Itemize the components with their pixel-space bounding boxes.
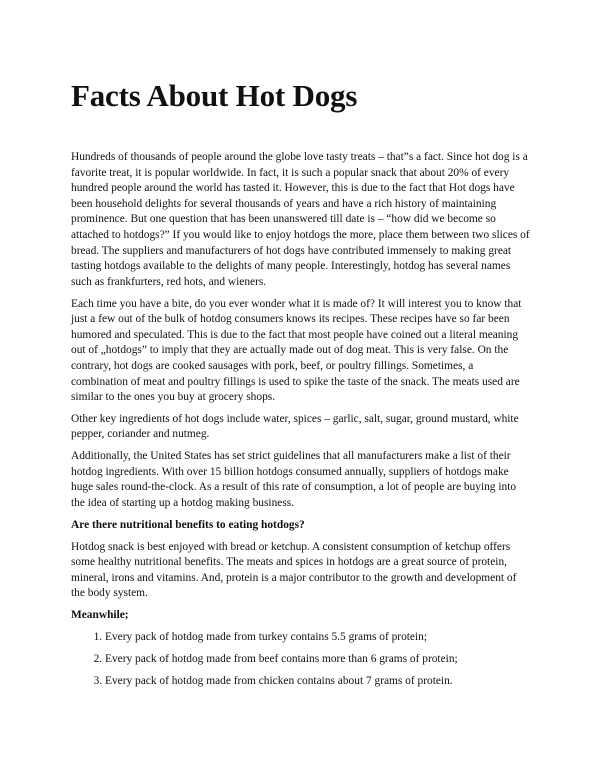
paragraph-ingredients-question: Each time you have a bite, do you ever wonder what it is made of? It will interest you to know that just a few out of the bulk of hotdog consumers knows its recipes. These recipes have so far been humored and speculated. This is due to the fact that most people have coined out a literal meaning out of „hotdogs” to imply that they are actually made out of dog meat. This is very false. On the contrary, hot dogs are cooked sausages with pork, beef, or poultry fillings. Sometimes, a combination of meat and poultry fillings is used to spike the taste of the snack. The meats used are similar to the ones you buy at grocery shops. <box>71 297 522 404</box>
document-title: Facts About Hot Dogs <box>71 78 358 113</box>
list-heading: Meanwhile; <box>71 609 129 622</box>
paragraph-intro: Hundreds of thousands of people around the globe love tasty treats – that”s a fact. Since hot dog is a favorite treat, it is popular worldwide. In fact, it is such a popular snack that about 20% of every hundred people around the world has tasted it. However, this is due to the fact that Hot dogs have been household delights for several thousands of years and have a rich history of maintaining prominence. But one question that has been unanswered till date is – “how did we become so attached to hotdogs?” If you would like to enjoy hotdogs the more, place them between two slices of bread. The suppliers and manufacturers of hot dogs have contributed immensely to making great tasting hotdogs available to the delights of many people. Interestingly, hotdog has several names such as frankfurters, red hots, and wieners. <box>71 151 530 288</box>
paragraph-key-ingredients: Other key ingredients of hot dogs include water, spices – garlic, salt, sugar, ground mustard, white pepper, coriander and nutmeg. <box>71 412 519 441</box>
section-heading-nutrition: Are there nutritional benefits to eating hotdogs? <box>71 518 305 531</box>
document-body <box>71 150 531 689</box>
list-item: 2. Every pack of hotdog made from beef contains more than 6 grams of protein; <box>105 652 531 668</box>
list-item: 3. Every pack of hotdog made from chicken contains about 7 grams of protein. <box>105 674 531 690</box>
list-item: 1. Every pack of hotdog made from turkey contains 5.5 grams of protein; <box>105 630 531 646</box>
protein-list <box>71 630 531 689</box>
paragraph-us-guidelines: Additionally, the United States has set strict guidelines that all manufacturers make a list of their hotdog ingredients. With over 15 billion hotdogs consumed annually, suppliers of hotdogs make huge sales round-the-clock. As a result of this rate of consumption, a lot of people are buying into the idea of starting up a hotdog making business. <box>71 450 517 510</box>
paragraph-nutrition: Hotdog snack is best enjoyed with bread or ketchup. A consistent consumption of ketchup offers some healthy nutritional benefits. The meats and spices in hotdogs are a great source of protein, mineral, irons and vitamins. And, protein is a major contributor to the growth and development of the body system. <box>71 540 517 600</box>
